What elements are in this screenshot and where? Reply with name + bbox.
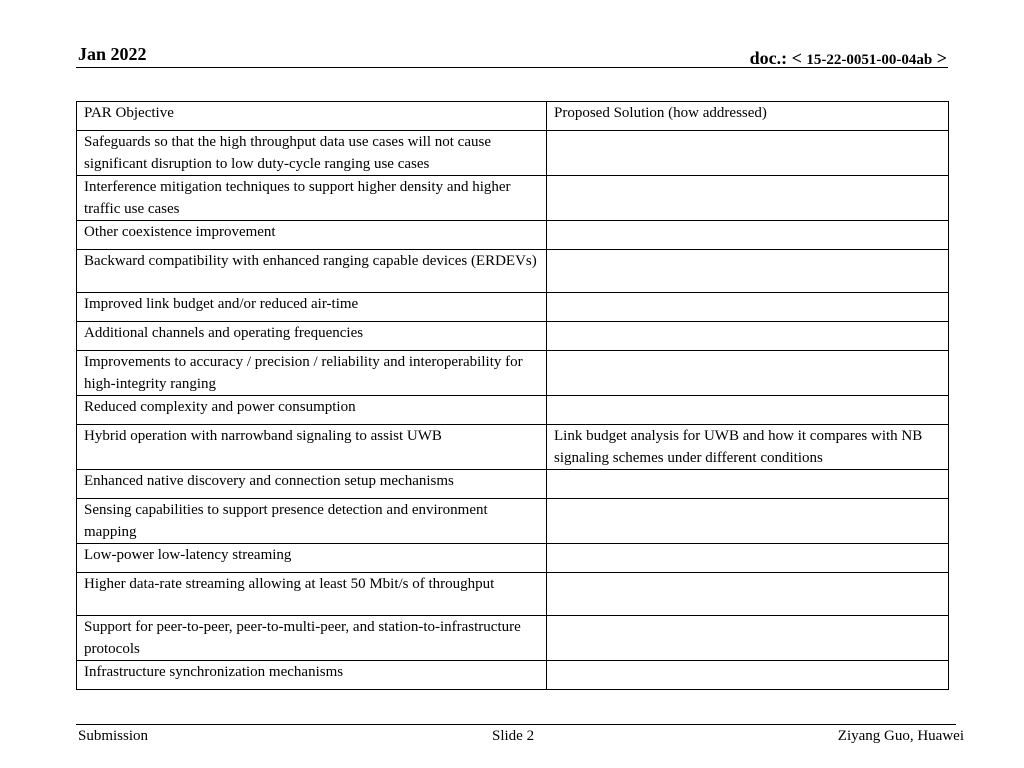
table-row [77,425,949,470]
solution-cell [547,661,949,690]
objective-cell: Other coexistence improvement [77,221,547,250]
objective-cell: Interference mitigation techniques to support higher density and higher traffic use cases [77,176,547,221]
header-date: Jan 2022 [78,44,147,64]
objective-cell: Hybrid operation with narrowband signaling to assist UWB [77,425,547,470]
solution-cell [547,544,949,573]
objective-cell: Infrastructure synchronization mechanisms [77,661,547,690]
header-divider [76,67,948,68]
solution-cell [547,351,949,396]
objective-cell: Additional channels and operating frequencies [77,322,547,351]
solution-cell [547,176,949,221]
solution-cell [547,131,949,176]
solution-cell [547,396,949,425]
solution-cell [547,322,949,351]
table-row [77,499,949,544]
footer-divider [76,724,956,725]
objective-cell: Enhanced native discovery and connection setup mechanisms [77,470,547,499]
table-row [77,661,949,690]
footer-author: Ziyang Guo, Huawei [837,728,964,744]
doc-reference [750,48,947,69]
objective-cell: Safeguards so that the high throughput data use cases will not cause significant disruption to low duty-cycle ranging use cases [77,131,547,176]
table-row [77,470,949,499]
doc-open-bracket: < [791,48,807,68]
column-header-proposed-solution: Proposed Solution (how addressed) [547,102,949,131]
table-row [77,616,949,661]
table-row [77,573,949,616]
table-row [77,544,949,573]
table-row [77,351,949,396]
table-header-row [77,102,949,131]
objective-cell: Reduced complexity and power consumption [77,396,547,425]
doc-close-bracket: > [932,48,947,68]
solution-cell [547,573,949,616]
objective-cell: Higher data-rate streaming allowing at least 50 Mbit/s of throughput [77,573,547,616]
doc-label: doc.: [749,48,792,68]
objective-cell: Low-power low-latency streaming [77,544,547,573]
solution-cell [547,616,949,661]
objective-cell: Improvements to accuracy / precision / reliability and interoperability for high-integrity ranging [77,351,547,396]
table-row [77,250,949,293]
column-header-par-objective: PAR Objective [77,102,547,131]
table-row [77,396,949,425]
solution-cell [547,221,949,250]
objective-cell: Improved link budget and/or reduced air-time [77,293,547,322]
footer-submission: Submission [78,728,149,744]
table-row [77,322,949,351]
doc-number: 15-22-0051-00-04ab [806,52,933,68]
table-row [77,176,949,221]
objective-cell: Support for peer-to-peer, peer-to-multi-peer, and station-to-infrastructure protocols [77,616,547,661]
solution-cell [547,250,949,293]
table-row [77,293,949,322]
table-row [77,221,949,250]
solution-cell [547,470,949,499]
solution-cell: Link budget analysis for UWB and how it compares with NB signaling schemes under different conditions [547,425,949,470]
solution-cell [547,293,949,322]
table-row [77,131,949,176]
slide-number: Slide 2 [492,728,535,744]
objective-cell: Sensing capabilities to support presence detection and environment mapping [77,499,547,544]
par-objectives-table [76,101,949,690]
objective-cell: Backward compatibility with enhanced ranging capable devices (ERDEVs) [77,250,547,293]
solution-cell [547,499,949,544]
